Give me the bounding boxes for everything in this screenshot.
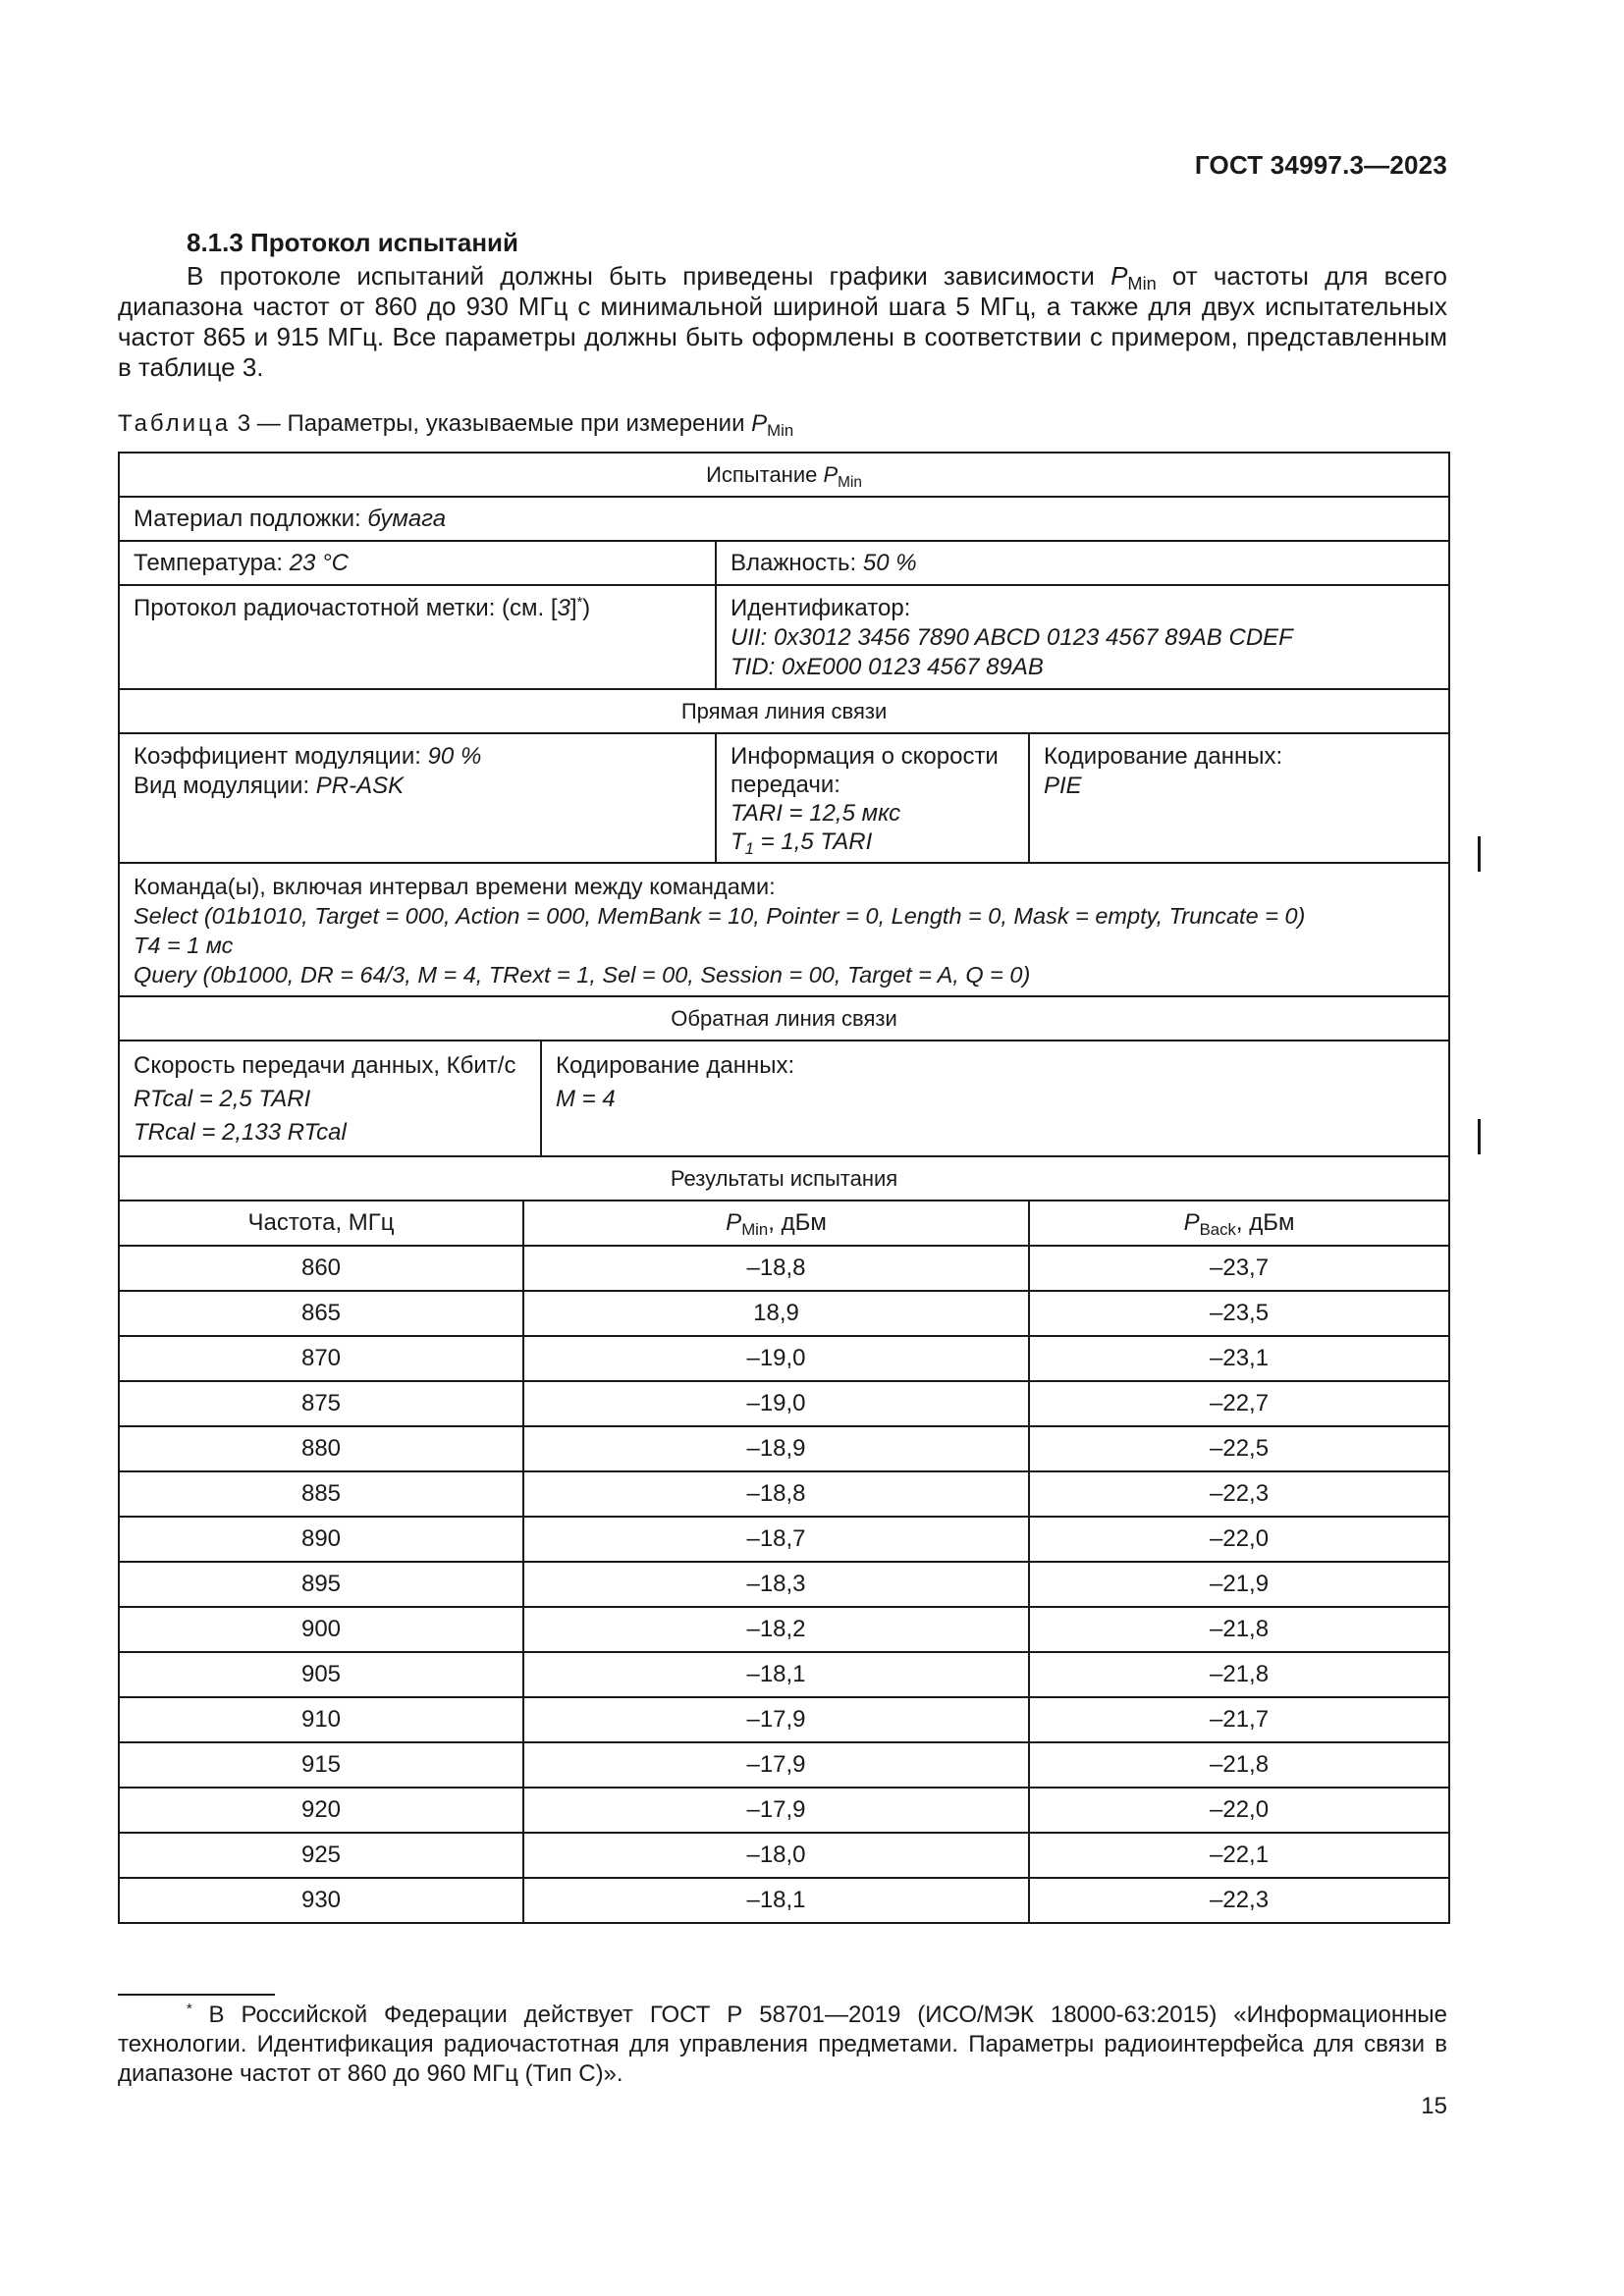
revision-bar: [1478, 1119, 1481, 1154]
pback-cell: –23,7: [1029, 1246, 1449, 1291]
pmin-cell: –18,8: [523, 1471, 1029, 1517]
humidity-cell: [716, 541, 1449, 585]
footnote-text: В Российской Федерации действует ГОСТ Р 58701—2019 (ИСО/МЭК 18000-63:2015) «Информационные технологии. Идентификация радиочастотная для управления предметами. Параметры радиоинтерфейса для связи в диапазоне частот от 860 до 960 МГц (Тип С)».: [118, 2002, 1447, 2087]
frequency-cell: 900: [119, 1607, 523, 1652]
identifier-label: Идентификатор:: [731, 595, 911, 621]
modulation-coef-value: 90 %: [427, 743, 482, 770]
pmin-unit: , дБм: [768, 1209, 827, 1236]
substrate-cell: [119, 497, 1449, 541]
table-row: [119, 585, 1449, 689]
pback-unit: , дБм: [1235, 1209, 1295, 1236]
test-p-subscript: Min: [838, 473, 862, 491]
frequency-cell: 915: [119, 1742, 523, 1788]
frequency-cell: 880: [119, 1426, 523, 1471]
pmin-cell: –17,9: [523, 1788, 1029, 1833]
identifier-cell: [716, 585, 1449, 689]
intro-text-b: от частоты для всего диапазона частот от 860 до 930 МГц с минимальной шириной шага 5 МГц, а также для двух испытательных частот 865 и 915 МГц. Все параметры должны быть оформлены в соответствии с примером, представленным в таблице 3.: [118, 261, 1448, 382]
frequency-cell: 905: [119, 1652, 523, 1697]
pback-cell: –21,8: [1029, 1607, 1449, 1652]
reverse-encoding-cell: [541, 1041, 1449, 1156]
frequency-cell: 930: [119, 1878, 523, 1923]
pmin-cell: –18,9: [523, 1426, 1029, 1471]
frequency-cell: 860: [119, 1246, 523, 1291]
caption-text: 3 — Параметры, указываемые при измерении: [231, 410, 752, 437]
table-row: [119, 1878, 1449, 1923]
temperature-label: Температура:: [134, 549, 290, 576]
reverse-rate-cell: [119, 1041, 541, 1156]
table-caption: [118, 410, 793, 438]
frequency-cell: 870: [119, 1336, 523, 1381]
caption-word: Таблица: [118, 410, 232, 437]
pback-cell: –22,3: [1029, 1878, 1449, 1923]
pback-cell: –23,5: [1029, 1291, 1449, 1336]
pback-cell: –21,8: [1029, 1652, 1449, 1697]
col-pmin-header: [523, 1201, 1029, 1246]
footnote-star: *: [187, 2002, 192, 2017]
intro-p-symbol: P: [1110, 261, 1128, 291]
table-row: [119, 1471, 1449, 1517]
intro-text-a: В протоколе испытаний должны быть приведены графики зависимости: [187, 261, 1111, 291]
results-header-row: [119, 1201, 1449, 1246]
tag-protocol-label: Протокол радиочастотной метки: (см. [: [134, 595, 558, 621]
pmin-cell: –18,2: [523, 1607, 1029, 1652]
modulation-coef-label: Коэффициент модуляции:: [134, 743, 428, 770]
modulation-cell: [119, 733, 716, 863]
table-row: [119, 1426, 1449, 1471]
reverse-encoding-label: Кодирование данных:: [556, 1052, 795, 1079]
parameters-table: [118, 452, 1450, 1924]
table-row: [119, 1697, 1449, 1742]
tari-value: TARI = 12,5 мкс: [731, 800, 901, 827]
pback-cell: –23,1: [1029, 1336, 1449, 1381]
temperature-cell: [119, 541, 716, 585]
test-p-symbol: P: [823, 461, 839, 487]
pback-cell: –22,0: [1029, 1517, 1449, 1562]
commands-cell: [119, 863, 1449, 996]
table-row: [119, 1336, 1449, 1381]
page-number: 15: [1421, 2093, 1447, 2119]
intro-p-subscript: Min: [1127, 274, 1157, 294]
table-row: [119, 1156, 1449, 1201]
tag-protocol-ref: 3: [557, 595, 570, 621]
frequency-cell: 890: [119, 1517, 523, 1562]
query-command: Query (0b1000, DR = 64/3, M = 4, TRext = 1, Sel = 00, Session = 00, Target = A, Q = 0): [134, 962, 1031, 988]
rtcal-value: RTcal = 2,5 TARI: [134, 1086, 311, 1112]
t1-rest: = 1,5 TARI: [754, 828, 873, 855]
results-title: Результаты испытания: [119, 1156, 1449, 1201]
reverse-encoding-value: M = 4: [556, 1086, 616, 1112]
commands-label: Команда(ы), включая интервал времени между командами:: [134, 874, 776, 899]
reverse-link-title: Обратная линия связи: [119, 996, 1449, 1041]
table-row: [119, 453, 1449, 497]
pmin-cell: –17,9: [523, 1697, 1029, 1742]
uii-value: UII: 0x3012 3456 7890 ABCD 0123 4567 89AB CDEF: [731, 624, 1293, 651]
pmin-cell: –18,8: [523, 1246, 1029, 1291]
pmin-cell: –17,9: [523, 1742, 1029, 1788]
pmin-cell: –18,3: [523, 1562, 1029, 1607]
pback-cell: –21,8: [1029, 1742, 1449, 1788]
pback-cell: –22,5: [1029, 1426, 1449, 1471]
table-row: [119, 1381, 1449, 1426]
pback-cell: –22,1: [1029, 1833, 1449, 1878]
humidity-value: 50 %: [862, 549, 917, 576]
caption-p-subscript: Min: [767, 421, 794, 440]
revision-bar: [1478, 836, 1481, 872]
table-row: [119, 1742, 1449, 1788]
pmin-cell: –18,1: [523, 1878, 1029, 1923]
caption-p-symbol: P: [751, 410, 768, 437]
frequency-cell: 920: [119, 1788, 523, 1833]
pmin-cell: –18,1: [523, 1652, 1029, 1697]
pmin-cell: 18,9: [523, 1291, 1029, 1336]
footnote-marker: *: [576, 595, 583, 611]
pmin-subscript: Min: [741, 1220, 769, 1239]
table-row: [119, 1291, 1449, 1336]
col-frequency-header: Частота, МГц: [119, 1201, 523, 1246]
test-title-text: Испытание: [706, 461, 824, 487]
table-row: [119, 1246, 1449, 1291]
table-row: [119, 541, 1449, 585]
select-command: Select (01b1010, Target = 000, Action = 000, MemBank = 10, Pointer = 0, Length = 0, Mask = empty, Truncate = 0): [134, 903, 1306, 929]
table-row: [119, 733, 1449, 863]
frequency-cell: 895: [119, 1562, 523, 1607]
t1-subscript: 1: [744, 839, 755, 858]
tid-value: TID: 0xE000 0123 4567 89AB: [731, 654, 1044, 680]
pmin-cell: –18,7: [523, 1517, 1029, 1562]
pback-symbol: P: [1183, 1209, 1200, 1236]
pback-subscript: Back: [1199, 1220, 1236, 1239]
pback-cell: –22,7: [1029, 1381, 1449, 1426]
section-title: 8.1.3 Протокол испытаний: [187, 228, 518, 257]
modulation-type-label: Вид модуляции:: [134, 773, 316, 799]
pmin-cell: –18,0: [523, 1833, 1029, 1878]
table-row: [119, 497, 1449, 541]
table-row: [119, 996, 1449, 1041]
table-row: [119, 1833, 1449, 1878]
pmin-cell: –19,0: [523, 1336, 1029, 1381]
frequency-cell: 910: [119, 1697, 523, 1742]
pback-cell: –22,0: [1029, 1788, 1449, 1833]
table-row: [119, 1788, 1449, 1833]
tag-protocol-cell: Протокол радиочастотной метки: (см. [3]*): [119, 585, 716, 689]
t1-symbol: T: [731, 828, 745, 855]
table-row: [119, 1041, 1449, 1156]
trcal-value: TRcal = 2,133 RTcal: [134, 1119, 347, 1146]
forward-encoding-cell: [1029, 733, 1449, 863]
substrate-value: бумага: [367, 505, 447, 532]
frequency-cell: 865: [119, 1291, 523, 1336]
rate-info-cell: [716, 733, 1029, 863]
humidity-label: Влажность:: [731, 549, 863, 576]
table-row: [119, 1652, 1449, 1697]
reverse-rate-label: Скорость передачи данных, Кбит/с: [134, 1052, 516, 1079]
document-id: ГОСТ 34997.3—2023: [1194, 150, 1447, 180]
intro-paragraph: [118, 261, 1447, 383]
temperature-value: 23 °C: [289, 549, 349, 576]
results-body: [119, 1246, 1449, 1923]
pmin-symbol: P: [726, 1209, 742, 1236]
pback-cell: –21,7: [1029, 1697, 1449, 1742]
frequency-cell: 925: [119, 1833, 523, 1878]
footnote: [118, 2001, 1447, 2089]
forward-encoding-label: Кодирование данных:: [1044, 743, 1283, 770]
t1-value: [731, 828, 1014, 856]
rate-info-label: Информация о скорости передачи:: [731, 743, 999, 798]
table-row: [119, 1562, 1449, 1607]
pback-cell: –21,9: [1029, 1562, 1449, 1607]
table-row: [119, 689, 1449, 733]
forward-encoding-value: PIE: [1044, 773, 1082, 799]
footnote-rule: [118, 1994, 275, 1996]
table-row: [119, 1607, 1449, 1652]
table-row: [119, 863, 1449, 996]
t4-interval: T4 = 1 мс: [134, 933, 234, 958]
substrate-label: Материал подложки:: [134, 505, 368, 532]
tag-protocol-end: ): [582, 595, 591, 621]
modulation-type-value: PR-ASK: [315, 773, 405, 799]
table-row: [119, 1517, 1449, 1562]
forward-link-title: Прямая линия связи: [119, 689, 1449, 733]
test-title-cell: [119, 453, 1449, 497]
pmin-cell: –19,0: [523, 1381, 1029, 1426]
frequency-cell: 885: [119, 1471, 523, 1517]
col-pback-header: [1029, 1201, 1449, 1246]
pback-cell: –22,3: [1029, 1471, 1449, 1517]
frequency-cell: 875: [119, 1381, 523, 1426]
